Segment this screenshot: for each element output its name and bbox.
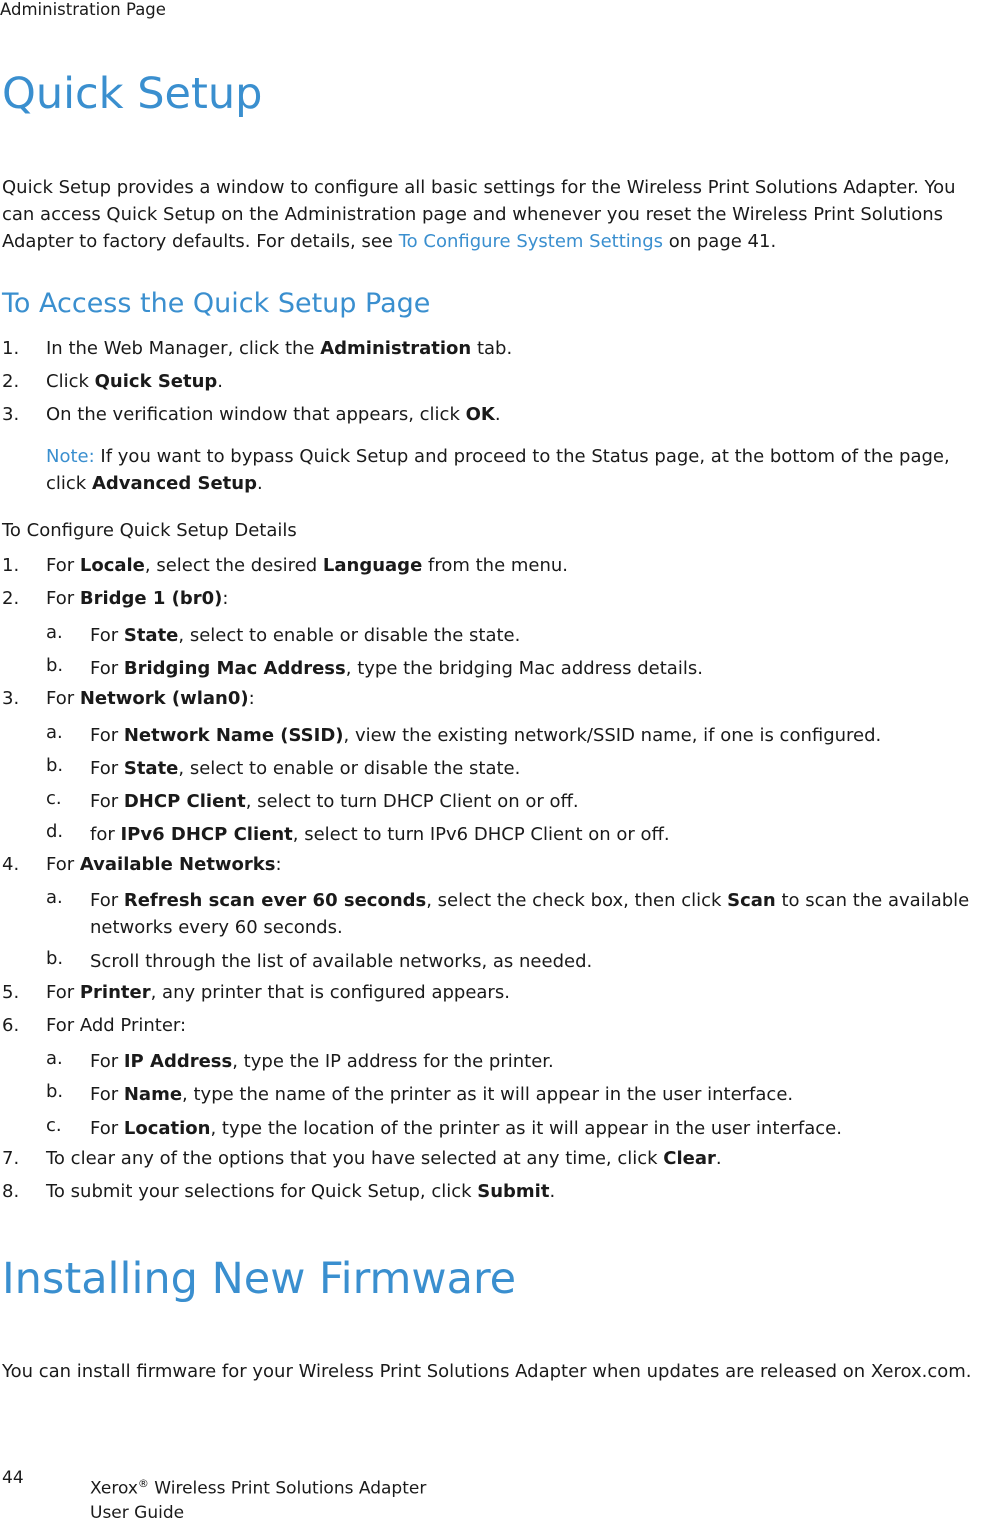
step-number: 2. <box>2 371 20 392</box>
list-item <box>0 555 1007 582</box>
ui-term: Available Networks <box>79 854 276 875</box>
text: For <box>90 625 124 646</box>
ui-term: State <box>123 625 179 646</box>
ui-term: Administration <box>320 338 472 359</box>
step-text <box>46 1181 555 1202</box>
text: To clear any of the options that you have selected at any time, click <box>46 1148 664 1169</box>
text: For <box>46 588 80 609</box>
intro-text-end: on page 41. <box>663 231 777 252</box>
text: : <box>275 854 282 875</box>
footer-product <box>90 1472 426 1525</box>
sub-step-text <box>90 887 990 941</box>
text: , select to turn IPv6 DHCP Client on or off. <box>292 824 670 845</box>
sub-step-letter: c. <box>46 1115 62 1136</box>
text: : <box>222 588 229 609</box>
text: For <box>90 658 124 679</box>
intro-line-1: Quick Setup provides a window to configure all basic settings for the Wireless Print Solutions Adapter. You <box>2 177 956 198</box>
step-number: 3. <box>2 404 20 425</box>
text: , select the desired <box>144 555 323 576</box>
list-item <box>0 982 1007 1009</box>
text: If you want to bypass Quick Setup and proceed to the Status page, at the bottom of the page, <box>94 446 950 467</box>
text: networks every 60 seconds. <box>90 917 343 938</box>
list-item <box>0 1148 1007 1175</box>
step-number: 1. <box>2 338 20 359</box>
step-text <box>46 555 568 576</box>
note-text <box>46 473 263 494</box>
text: , type the name of the printer as it will appear in the user interface. <box>182 1084 794 1105</box>
list-item <box>0 854 1007 881</box>
text: For <box>90 1051 124 1072</box>
list-item <box>0 788 1007 815</box>
text: Click <box>46 371 95 392</box>
text: For <box>46 688 80 709</box>
ui-term: Name <box>123 1084 183 1105</box>
sub-step-text <box>90 788 990 815</box>
sub-step-text <box>90 655 990 682</box>
text: For <box>90 791 124 812</box>
list-item <box>0 404 1007 431</box>
list-item <box>0 622 1007 649</box>
ui-term: Language <box>322 555 423 576</box>
step-number: 2. <box>2 588 20 609</box>
list-item <box>0 1115 1007 1142</box>
step-number: 6. <box>2 1015 20 1036</box>
text: For <box>90 725 124 746</box>
text: : <box>248 688 255 709</box>
sub-step-letter: a. <box>46 622 63 643</box>
ui-term: Location <box>123 1118 211 1139</box>
sub-step-text <box>90 722 990 749</box>
list-item <box>0 722 1007 749</box>
sub-step-letter: b. <box>46 755 64 776</box>
ui-term: Scan <box>727 890 776 911</box>
step-text <box>46 854 282 875</box>
sub-step-text: Scroll through the list of available networks, as needed. <box>90 951 593 972</box>
brand-name: Xerox <box>90 1478 138 1499</box>
step-text <box>46 404 501 425</box>
sub-step-text <box>90 1048 990 1075</box>
text: , select to enable or disable the state. <box>178 758 521 779</box>
list-item <box>0 588 1007 615</box>
text: click <box>46 473 92 494</box>
text: . <box>256 473 263 494</box>
ui-term: Bridging Mac Address <box>123 658 346 679</box>
firmware-body: You can install firmware for your Wireless Print Solutions Adapter when updates are released on Xerox.com. <box>2 1361 972 1382</box>
sub-step-text <box>90 1115 990 1142</box>
list-item <box>0 1181 1007 1208</box>
step-number: 5. <box>2 982 20 1003</box>
ui-term: IPv6 DHCP Client <box>120 824 293 845</box>
ui-term: Submit <box>477 1181 550 1202</box>
sub-step-letter: b. <box>46 1081 64 1102</box>
ui-term: Network Name (SSID) <box>123 725 344 746</box>
sub-step-letter: a. <box>46 1048 63 1069</box>
text: . <box>217 371 224 392</box>
ui-term: IP Address <box>123 1051 233 1072</box>
sub-step-text <box>90 755 990 782</box>
text: , select the check box, then click <box>426 890 728 911</box>
ui-term: State <box>123 758 179 779</box>
text: from the menu. <box>422 555 569 576</box>
text: For <box>90 1084 124 1105</box>
step-text: For Add Printer: <box>46 1015 187 1036</box>
text: to scan the available <box>775 890 970 911</box>
step-text <box>46 982 510 1003</box>
list-item <box>0 1015 1007 1042</box>
text: , select to turn DHCP Client on or off. <box>245 791 579 812</box>
intro-line-3 <box>2 228 776 255</box>
step-text <box>46 371 223 392</box>
registered-mark: ® <box>137 1477 149 1490</box>
list-item <box>0 887 1007 941</box>
step-number: 4. <box>2 854 20 875</box>
step-text <box>46 588 228 609</box>
ui-term: Locale <box>79 555 145 576</box>
configure-system-settings-link[interactable]: To Configure System Settings <box>398 231 664 252</box>
step-number: 7. <box>2 1148 20 1169</box>
intro-line-2: can access Quick Setup on the Administration page and whenever you reset the Wireless Print Solutions <box>2 204 944 225</box>
list-item <box>0 1048 1007 1075</box>
heading-access-quick-setup: To Access the Quick Setup Page <box>2 288 431 319</box>
text: . <box>549 1181 556 1202</box>
sub-step-letter: a. <box>46 887 63 908</box>
section-title-installing-firmware: Installing New Firmware <box>2 1254 517 1304</box>
list-item <box>0 688 1007 715</box>
ui-term: OK <box>465 404 495 425</box>
sub-step-letter: b. <box>46 655 64 676</box>
text: For <box>46 555 80 576</box>
text: , view the existing network/SSID name, if one is configured. <box>343 725 882 746</box>
running-head: Administration Page <box>0 0 166 19</box>
ui-term: Printer <box>79 982 151 1003</box>
note-text <box>46 446 950 467</box>
note-line-1 <box>0 446 1007 473</box>
text: for <box>90 824 121 845</box>
step-number: 1. <box>2 555 20 576</box>
ui-term: DHCP Client <box>123 791 246 812</box>
list-item <box>0 821 1007 848</box>
text: , type the bridging Mac address details. <box>345 658 703 679</box>
ui-term: Bridge 1 (br0) <box>79 588 223 609</box>
sub-step-letter: a. <box>46 722 63 743</box>
list-item <box>0 338 1007 365</box>
text: For <box>90 890 124 911</box>
step-text <box>46 688 255 709</box>
page-number: 44 <box>2 1468 24 1488</box>
ui-term: Refresh scan ever 60 seconds <box>123 890 427 911</box>
sub-step-text <box>90 1081 990 1108</box>
list-item <box>0 655 1007 682</box>
step-text <box>46 338 512 359</box>
step-number: 8. <box>2 1181 20 1202</box>
text: . <box>494 404 501 425</box>
text: tab. <box>471 338 513 359</box>
step-number: 3. <box>2 688 20 709</box>
sub-step-letter: b. <box>46 948 64 969</box>
sub-step-letter: c. <box>46 788 62 809</box>
list-item <box>0 948 1007 975</box>
text: , type the location of the printer as it will appear in the user interface. <box>210 1118 842 1139</box>
note-label: Note: <box>46 446 95 467</box>
text: For <box>46 982 80 1003</box>
ui-term: Network (wlan0) <box>79 688 249 709</box>
text: . <box>715 1148 722 1169</box>
product-name: Wireless Print Solutions Adapter <box>148 1478 427 1499</box>
list-item <box>0 1081 1007 1108</box>
intro-text: Adapter to factory defaults. For details, see <box>2 231 399 252</box>
text: For <box>90 758 124 779</box>
heading-configure-details: To Configure Quick Setup Details <box>2 520 297 541</box>
section-title-quick-setup: Quick Setup <box>2 69 263 119</box>
sub-step-text <box>90 622 990 649</box>
list-item <box>0 755 1007 782</box>
step-text <box>46 1148 722 1169</box>
text: On the verification window that appears, click <box>46 404 466 425</box>
text: In the Web Manager, click the <box>46 338 321 359</box>
sub-step-letter: d. <box>46 821 64 842</box>
note-line-2 <box>0 473 1007 500</box>
text: For <box>46 854 80 875</box>
ui-term: Clear <box>663 1148 716 1169</box>
sub-step-text <box>90 821 990 848</box>
guide-name: User Guide <box>90 1502 185 1523</box>
text: , type the IP address for the printer. <box>232 1051 554 1072</box>
text: , any printer that is configured appears. <box>150 982 510 1003</box>
text: , select to enable or disable the state. <box>178 625 521 646</box>
list-item <box>0 371 1007 398</box>
ui-term: Quick Setup <box>94 371 218 392</box>
text: To submit your selections for Quick Setup, click <box>46 1181 478 1202</box>
ui-term: Advanced Setup <box>91 473 257 494</box>
text: For <box>90 1118 124 1139</box>
